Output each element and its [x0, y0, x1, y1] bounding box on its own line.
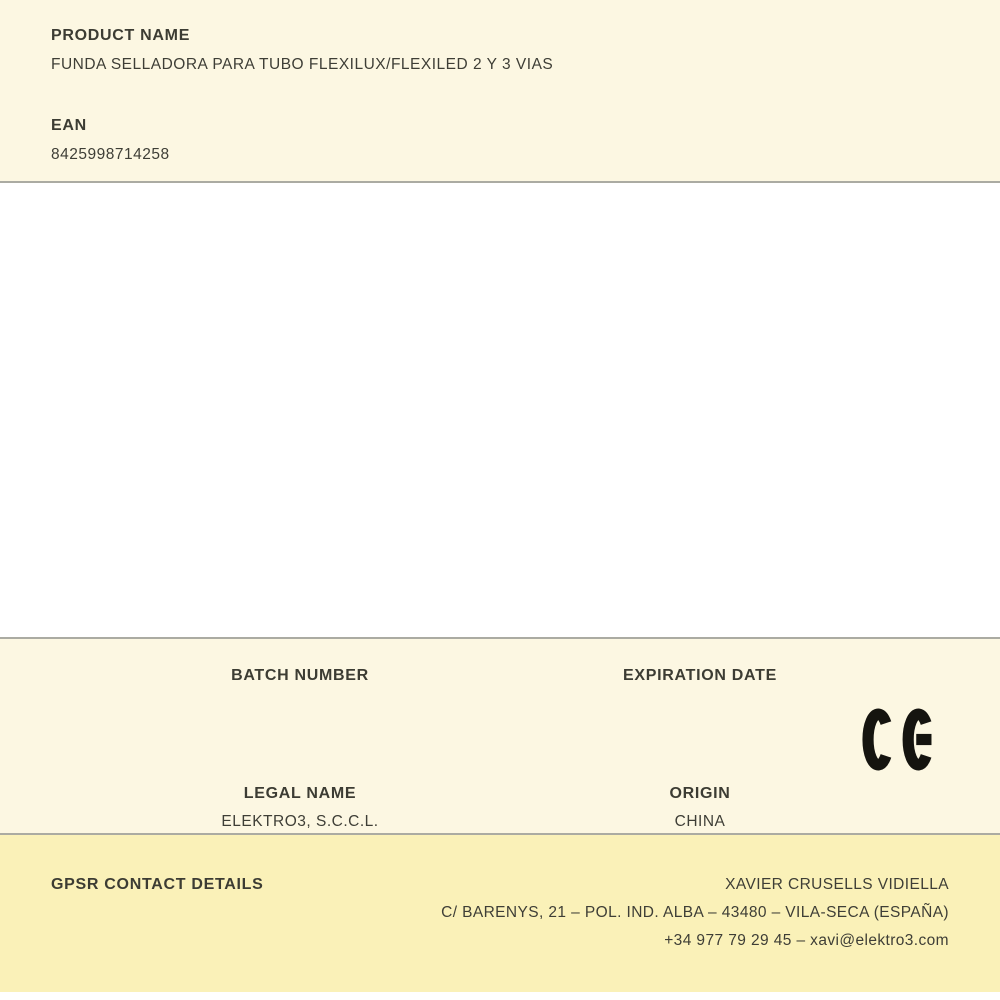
contact-person-name: XAVIER CRUSELLS VIDIELLA — [725, 876, 949, 893]
origin-value: CHINA — [674, 813, 726, 830]
legal-name-label: LEGAL NAME — [243, 785, 357, 802]
ean-value: 8425998714258 — [51, 146, 170, 163]
contact-address: C/ BARENYS, 21 – POL. IND. ALBA – 43480 – VILA-SECA (ESPAÑA) — [441, 904, 949, 921]
contact-phone-email: +34 977 79 29 45 – xavi@elektro3.com — [664, 932, 949, 949]
batch-number-label: BATCH NUMBER — [231, 667, 369, 684]
origin-label: ORIGIN — [669, 785, 731, 802]
legal-name-field — [100, 784, 500, 832]
expiration-field — [500, 666, 900, 714]
info-row-legal-origin — [100, 784, 1000, 832]
ean-label: EAN — [51, 117, 87, 134]
blank-area — [0, 183, 1000, 639]
product-name-value: FUNDA SELLADORA PARA TUBO FLEXILUX/FLEXILED 2 Y 3 VIAS — [51, 56, 554, 73]
expiration-date-value — [500, 694, 900, 714]
info-section — [0, 639, 1000, 835]
info-row-headers — [100, 666, 1000, 714]
batch-field — [100, 666, 500, 714]
product-name-label: PRODUCT NAME — [51, 27, 191, 44]
product-section — [0, 0, 1000, 183]
legal-name-value: ELEKTRO3, S.C.C.L. — [221, 813, 379, 830]
ean-field — [51, 116, 950, 165]
ce-mark-icon — [860, 708, 942, 771]
product-name-field — [51, 26, 950, 75]
gpsr-contact-label: GPSR CONTACT DETAILS — [51, 876, 264, 893]
batch-number-value — [100, 694, 500, 714]
expiration-date-label: EXPIRATION DATE — [623, 667, 777, 684]
origin-field — [500, 784, 900, 832]
gpsr-contact-section — [0, 835, 1000, 992]
gpsr-contact-block — [441, 871, 949, 955]
